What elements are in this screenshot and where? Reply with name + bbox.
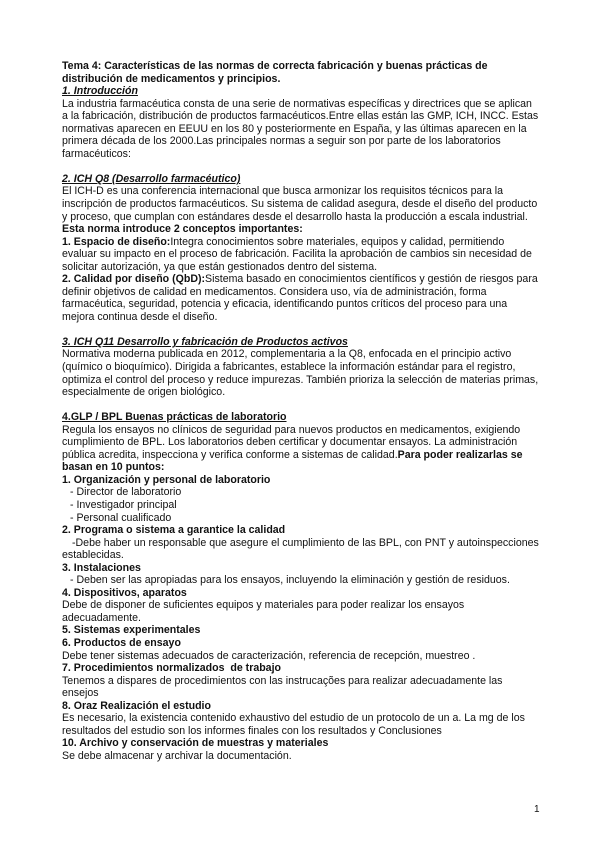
page-number: 1 [534,804,540,815]
point-1-item: - Director de laboratorio [70,486,182,499]
concept-1-label: 1. Espacio de diseño: [62,235,171,248]
point-7-text: Tenemos a dispares de procedimientos con las instrucações para realizar adecuadamente las ensejos [62,674,503,700]
point-10-text: Se debe almacenar y archivar la documentación. [62,749,292,762]
section-4-body-text: Regula los ensayos no clínicos de seguridad para nuevos productos en medicamentos, exigiendo cumplimiento de BPL. Los laboratorios deben certificar y documentar ensayos. La administración pública acredita, inspecciona y verifica conforme a sistemas de calidad. [62,423,521,461]
section-3-body: Normativa moderna publicada en 2012, complementaria a la Q8, enfocada en el principio activo (químico o bioquímico). Dirigida a fabricantes, establece la información estándar para el registro, optimiza el control del proceso y reduce impurezas. También prioriza la selección de materias primas, especialmente de origen biológico. [62,348,539,399]
point-2-text: -Debe haber un responsable que asegure el cumplimiento de las BPL, con PNT y autoinspecciones establecidas. [62,536,539,562]
point-4-title: 4. Dispositivos, aparatos [62,586,187,599]
concept-1-text: Integra conocimientos sobre materiales, equipos y calidad, permitiendo evaluar su impacto en el proceso de fabricación. Facilita la aprobación de cambios sin necesidad de solicitar autorización, ya que están gestionados dentro del sistema. [62,235,532,273]
concept-2 [62,273,540,323]
section-1-heading: 1. Introducción [62,85,138,98]
section-4-heading: 4.GLP / BPL Buenas prácticas de laboratorio [62,411,287,424]
point-1-item: - Personal cualificado [70,511,172,524]
point-4-text: Debe de disponer de suficientes equipos y materiales para poder realizar los ensayos adecuadamente. [62,599,465,624]
point-3-title: 3. Instalaciones [62,561,141,574]
section-4-body-bold: Para poder realizarlas se basan en 10 puntos: [62,448,523,474]
point-3-text: - Deben ser las apropiadas para los ensayos, incluyendo la eliminación y gestión de residuos. [70,574,510,587]
section-1-body: La industria farmacéutica consta de una serie de normativas específicas y directrices que se aplican a la fabricación, distribución de productos farmacéuticos.Entre ellas están las GMP, ICH, INCC. Estas normativas aparecen en EEUU en los 80 y posteriormente en España, y las últimas aparecen en la primera década de los 2000.Las principales normas a seguir son por parte de los laboratorios farmacéuticos: [62,97,539,160]
document-page [62,60,540,762]
concept-2-text: Sistema basado en conocimientos científicos y gestión de riesgos para definir objetivos de calidad en medicamentos. Considera uso, vía de administración, forma farmacéutica, seguridad, potencia y eficacia, identificando puntos críticos del proceso para una mejora continua desde el diseño. [62,273,538,323]
section-2-intro: Esta norma introduce 2 conceptos importantes: [62,223,303,236]
point-7-title: 7. Procedimientos normalizados de trabajo [62,662,281,675]
point-6-text: Debe tener sistemas adecuados de caracterización, referencia de recepción, muestreo . [62,649,476,662]
section-2-heading: 2. ICH Q8 (Desarrollo farmacéutico) [62,172,241,185]
point-2-title: 2. Programa o sistema a garantice la calidad [62,524,286,537]
point-6-title: 6. Productos de ensayo [62,637,181,650]
concept-2-label: 2. Calidad por diseño (QbD): [62,273,206,286]
section-4-body [62,424,540,474]
concept-1 [62,236,540,274]
section-3-heading: 3. ICH Q11 Desarrollo y fabricación de Productos activos [62,335,348,348]
section-2-body: El ICH-D es una conferencia internacional que busca armonizar los requisitos técnicos para la inscripción de productos farmacéuticos. Su sistema de calidad asegura, desde el diseño del producto y proceso, que cumplan con estándares desde el desarrollo hasta la producción a escala industrial. [62,185,538,223]
point-8-text: Es necesario, la existencia contenido exhaustivo del estudio de un protocolo de un a. La mg de los resultados del estudio son los informes finales con los resultados y Conclusiones [62,712,525,737]
point-1-item: - Investigador principal [70,499,177,511]
point-5-title: 5. Sistemas experimentales [62,624,201,637]
document-title: Tema 4: Características de las normas de correcta fabricación y buenas prácticas de distribución de medicamentos y principios. [62,60,488,85]
point-10-title: 10. Archivo y conservación de muestras y materiales [62,737,329,750]
point-8-title: 8. Oraz Realización el estudio [62,699,211,712]
point-1-title: 1. Organización y personal de laboratorio [62,473,271,486]
